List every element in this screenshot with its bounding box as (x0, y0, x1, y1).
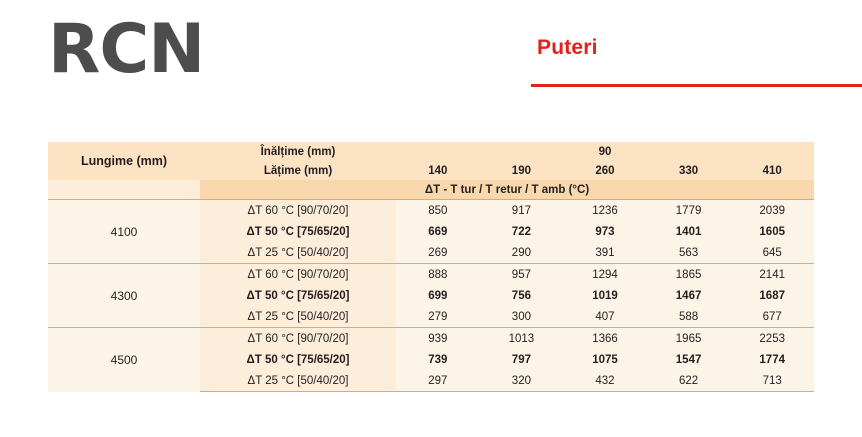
row-value: 1294 (563, 264, 647, 286)
table-row (48, 264, 814, 286)
row-value: 973 (563, 221, 647, 242)
row-value: 563 (647, 242, 731, 264)
row-value: 888 (396, 264, 480, 286)
row-value: 1075 (563, 349, 647, 370)
powers-table (48, 142, 814, 392)
header-width-330: 330 (647, 161, 731, 180)
row-value: 699 (396, 285, 480, 306)
header-width-140: 140 (396, 161, 480, 180)
row-label: ΔT 60 °C [90/70/20] (200, 200, 396, 222)
table-body (48, 142, 814, 392)
header-dt-label: ΔT - T tur / T retur / T amb (°C) (200, 180, 814, 200)
row-value: 2039 (730, 200, 814, 222)
row-label: ΔT 25 °C [50/40/20] (200, 306, 396, 328)
row-value: 677 (730, 306, 814, 328)
row-value: 300 (480, 306, 564, 328)
row-value: 722 (480, 221, 564, 242)
table-row (48, 328, 814, 350)
row-value: 1019 (563, 285, 647, 306)
title-underline (531, 84, 862, 87)
row-value: 1865 (647, 264, 731, 286)
row-value: 622 (647, 370, 731, 392)
row-value: 1965 (647, 328, 731, 350)
row-value: 756 (480, 285, 564, 306)
row-value: 432 (563, 370, 647, 392)
header-dt-spacer (48, 180, 200, 200)
row-value: 957 (480, 264, 564, 286)
row-value: 2253 (730, 328, 814, 350)
row-value: 1774 (730, 349, 814, 370)
row-value: 850 (396, 200, 480, 222)
row-label: ΔT 50 °C [75/65/20] (200, 221, 396, 242)
row-value: 1605 (730, 221, 814, 242)
powers-table-wrapper (48, 142, 814, 392)
row-value: 1366 (563, 328, 647, 350)
header-length-cell: Lungime (mm) (48, 142, 200, 180)
row-value: 2141 (730, 264, 814, 286)
section-title: Puteri (537, 36, 598, 59)
brand-logo: RCN (48, 10, 205, 89)
table-row (48, 200, 814, 222)
row-value: 939 (396, 328, 480, 350)
row-value: 1401 (647, 221, 731, 242)
row-value: 739 (396, 349, 480, 370)
row-value: 1236 (563, 200, 647, 222)
group-length-4300: 4300 (48, 264, 200, 328)
row-value: 290 (480, 242, 564, 264)
group-length-4100: 4100 (48, 200, 200, 264)
row-value: 669 (396, 221, 480, 242)
row-value: 407 (563, 306, 647, 328)
row-value: 588 (647, 306, 731, 328)
row-label: ΔT 60 °C [90/70/20] (200, 264, 396, 286)
row-value: 1547 (647, 349, 731, 370)
row-label: ΔT 50 °C [75/65/20] (200, 349, 396, 370)
row-value: 391 (563, 242, 647, 264)
header-height-label: Înălțime (mm) (200, 142, 396, 161)
row-value: 1013 (480, 328, 564, 350)
page-header (0, 0, 862, 120)
row-value: 297 (396, 370, 480, 392)
group-length-4500: 4500 (48, 328, 200, 392)
header-width-label: Lățime (mm) (200, 161, 396, 180)
row-label: ΔT 25 °C [50/40/20] (200, 242, 396, 264)
table-header-height-row (48, 142, 814, 161)
row-value: 320 (480, 370, 564, 392)
row-value: 797 (480, 349, 564, 370)
header-width-260: 260 (563, 161, 647, 180)
row-value: 279 (396, 306, 480, 328)
header-width-410: 410 (730, 161, 814, 180)
header-height-value: 90 (396, 142, 814, 161)
row-value: 1687 (730, 285, 814, 306)
table-header-dt-row (48, 180, 814, 200)
header-width-190: 190 (480, 161, 564, 180)
row-value: 917 (480, 200, 564, 222)
row-value: 645 (730, 242, 814, 264)
row-label: ΔT 25 °C [50/40/20] (200, 370, 396, 392)
row-label: ΔT 60 °C [90/70/20] (200, 328, 396, 350)
row-value: 269 (396, 242, 480, 264)
row-value: 713 (730, 370, 814, 392)
row-value: 1467 (647, 285, 731, 306)
row-label: ΔT 50 °C [75/65/20] (200, 285, 396, 306)
row-value: 1779 (647, 200, 731, 222)
